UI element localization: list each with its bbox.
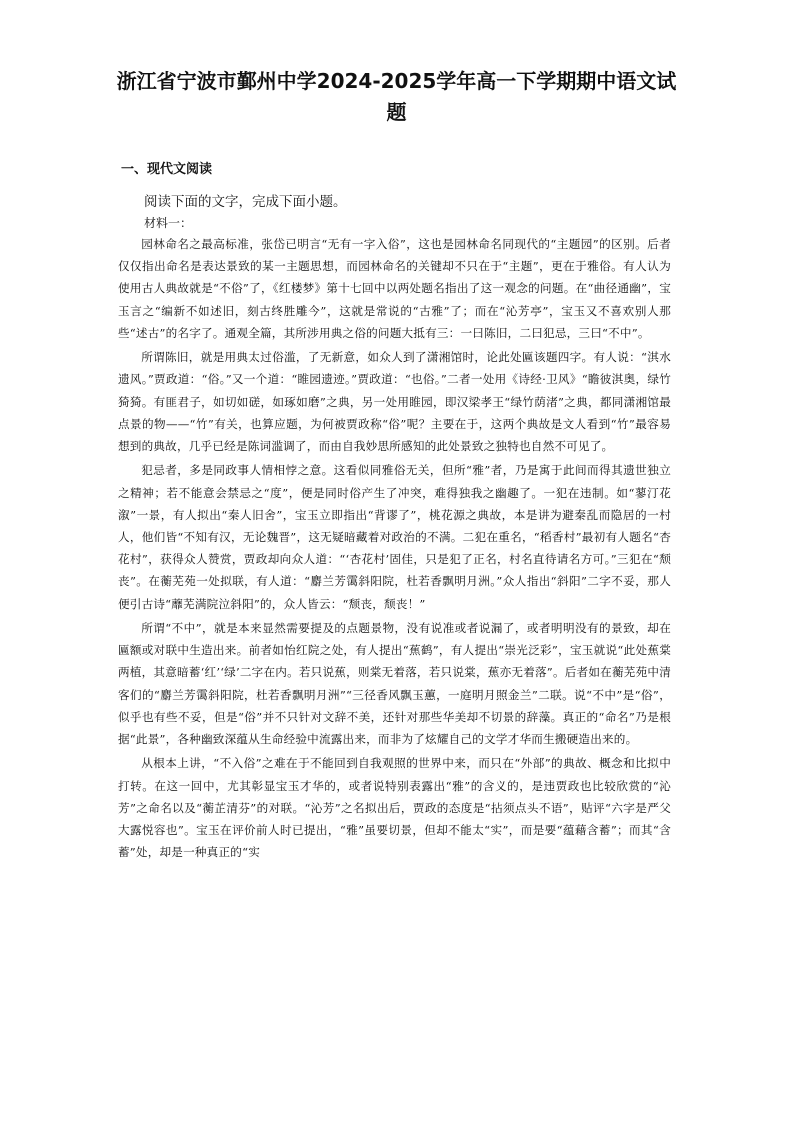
passage-paragraph: 从根本上讲，“不入俗”之难在于不能回到自我观照的世界中来，而只在“外部”的典故、概念和比拟中打转。在这一回中，尤其彰显宝玉才华的，或者说特别表露出“雅”的含义的，是违贾政也比较欣赏的“沁芳”之命名以及“蘅芷清芬”的对联。“沁芳”之名拟出后，贾政的态度是“拈须点头不语”，贴评“六字是严父大露悦容也”。宝玉在评价前人时已提出，“雅”虽要切景，但却不能太“实”，而是要“蕴藉含蓄”；而其“含蓄”处，却是一种真正的“实 — [118, 756, 671, 860]
passage-paragraph: 犯忌者，多是同政事人情相悖之意。这看似同雅俗无关，但所“雅”者，乃是寓于此间而得其遗世独立之精神；若不能意会禁忌之“度”，便是同时俗产生了冲突，难得独我之幽趣了。一犯在违制。如“蓼汀花溆”一景，有人拟出“秦人旧舍”，宝玉立即指出“背谬了”，桃花源之典故，本是讲为避秦乱而隐居的一村人，他们皆“不知有汉，无论魏晋”，这无疑暗藏着对政治的不满。二犯在重名，“稻香村”最初有人题名“杏花村”，获得众人赞赏，贾政却向众人道：“‘杏花村’固佳，只是犯了正名，村名直待请名方可。”三犯在“颓丧”。在蘅芜苑一处拟联，有人道：“麝兰芳霭斜阳院，杜若香飘明月洲。”众人指出“斜阳”二字不妥，那人便引古诗“蘼芜满院泣斜阳”的，众人皆云：“颓丧，颓丧！” — [118, 463, 671, 611]
reading-instruction: 阅读下面的文字，完成下面小题。 — [144, 194, 347, 210]
document-title: 浙江省宁波市鄞州中学2024-2025学年高一下学期期中语文试题 — [116, 69, 677, 124]
passage-paragraph: 园林命名之最高标准，张岱已明言“无有一字入俗”，这也是园林命名同现代的“主题园”的区别。后者仅仅指出命名是表达景致的某一主题思想，而园林命名的关键却不只在于“主题”，更在于雅俗。有人认为使用古人典故就是“不俗”了，《红楼梦》第十七回中以两处题名指出了这一观念的问题。在“曲径通幽”，宝玉言之“编新不如述旧，刻古终胜雕今”，这就是常说的“古雅”了；而在“沁芳亭”，宝玉又不喜欢别人那些“述古”的名字了。通观全篇，其所涉用典之俗的问题大抵有三：一曰陈旧，二曰犯忌，三曰“不中”。 — [118, 237, 671, 340]
passage-paragraph: 所谓“不中”，就是本来显然需要提及的点题景物，没有说准或者说漏了，或者明明没有的景致，却在匾额或对联中生造出来。前者如怡红院之处，有人提出“蕉鹤”，有人提出“崇光泛彩”，宝玉就说“此处蕉棠两植，其意暗蓄‘红’‘绿’二字在内。若只说蕉，则棠无着落，若只说棠，蕉亦无着落”。后者如在蘅芜苑中清客们的“麝兰芳霭斜阳院，杜若香飘明月洲”“三径香风飘玉蕙，一庭明月照金兰”二联。说“不中”是“俗”，似乎也有些不妥，但是“俗”并不只针对文辞不美，还针对那些华美却不切景的辞藻。真正的“命名”乃是根据“此景”，各种幽致深蕴从生命经验中流露出来，而非为了炫耀自己的文学才华而生搬硬造出来的。 — [118, 621, 671, 747]
passage-paragraph: 所谓陈旧，就是用典太过俗滥，了无新意，如众人到了潇湘馆时，论此处匾该题四字。有人说：“淇水遗风。”贾政道：“俗。”又一个道：“睢园遗迹。”贾政道：“也俗。”二者一处用《诗经·卫风》“瞻彼淇奥，绿竹猗猗。有匪君子，如切如磋，如琢如磨”之典，另一处用睢园，即汉梁孝王“绿竹荫渚”之典，都同潇湘馆最点景的物——“竹”有关，也算应题，为何被贾政称“俗”呢？主要在于，这两个典故是文人看到“竹”最容易想到的典故，几乎已经是陈词滥调了，而由自我妙思所感知的此处景致之独特也自然不可见了。 — [118, 350, 671, 454]
section-heading: 一、现代文阅读 — [121, 162, 213, 177]
material-label: 材料一： — [144, 216, 193, 230]
reading-passage — [118, 233, 671, 866]
